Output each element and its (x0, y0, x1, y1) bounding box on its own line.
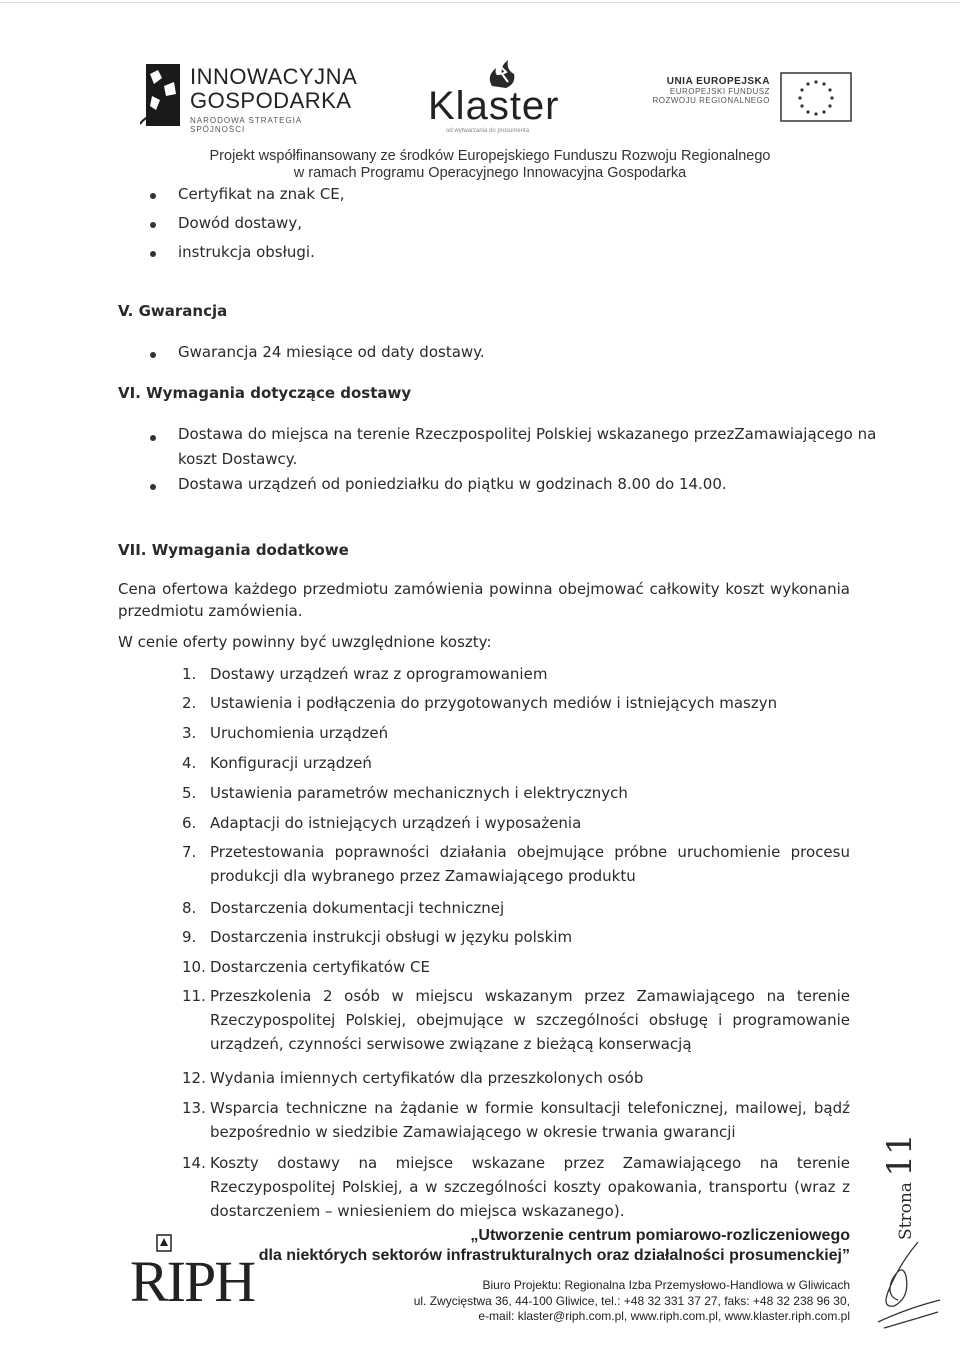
list-item: 9. Dostarczenia instrukcji obsługi w języku polskim (182, 928, 573, 946)
section-vi-number: VI. (118, 384, 141, 402)
section-vii-intro: Cena ofertowa każdego przedmiotu zamówienia powinna obejmować całkowity koszt wykonania przedmiotu zamówienia. (118, 580, 850, 620)
top-bullet-3: instrukcja obsługi. (178, 243, 315, 261)
section-v-bullet: Gwarancja 24 miesiące od daty dostawy. (178, 343, 485, 361)
footer-title-line2: dla niektórych sektorów infrastrukturalnych oraz działalności prosumenckiej” (258, 1247, 850, 1264)
list-item: 14. Koszty dostawy na miejsce wskazane przez Zamawiającego na terenie Rzeczypospolitej Polskiej, a w szczególności koszty opakowania, transportu (wraz z dostarczeniem – wniesieniem do miejsca wskazanego). (182, 1154, 850, 1220)
ig-title-line1: INNOWACYJNA (190, 64, 358, 89)
list-item: 2. Ustawienia i podłączenia do przygotowanych mediów i istniejących maszyn (182, 694, 778, 712)
list-item: 11. Przeszkolenia 2 osób w miejscu wskazanym przez Zamawiającego na terenie Rzeczypospolitej Polskiej, obejmujące w szczególności obsługę i programowanie urządzeń, czynności serwisowe związane z bieżącą konserwacją (182, 987, 850, 1053)
section-vii-heading (118, 541, 349, 559)
project-line1: Projekt współfinansowany ze środków Europejskiego Funduszu Rozwoju Regionalnego (209, 148, 771, 164)
footer-project-title (250, 1226, 850, 1266)
klaster-logo (420, 56, 600, 136)
top-bullet-2: Dowód dostawy, (178, 214, 302, 232)
project-funding-note (140, 148, 840, 182)
page-number: 11 (880, 1133, 920, 1177)
top-rule (0, 2, 960, 3)
section-v-heading: V. Gwarancja (118, 302, 228, 320)
bullet-dot (150, 352, 156, 358)
list-item: 13. Wsparcia techniczne na żądanie w formie konsultacji telefonicznej, mailowej, bądź bezpośrednio w siedzibie Zamawiającego w okresie trwania gwarancji (182, 1099, 850, 1141)
section-vi-bullet-1-line1: Dostawa do miejsca na terenie Rzeczpospolitej Polskiej wskazanego przezZamawiającego na (178, 425, 877, 443)
handwritten-signature (858, 1236, 948, 1336)
footer-address-line2: ul. Zwycięstwa 36, 44-100 Gliwice, tel.: +48 32 331 37 27, faks: +48 32 238 96 30, (413, 1293, 850, 1308)
top-bullet-1: Certyfikat na znak CE, (178, 185, 345, 203)
bullet-dot (150, 193, 156, 199)
klaster-tagline: od wytwarzania do prosumenta (446, 128, 530, 134)
footer-address-line1: Biuro Projektu: Regionalna Izba Przemysłowo-Handlowa w Gliwicach (482, 1278, 850, 1292)
section-vi-title: Wymagania dotyczące dostawy (146, 384, 412, 402)
eu-label (640, 76, 770, 105)
bullet-dot (150, 435, 156, 441)
eu-flag-icon (780, 72, 852, 122)
eu-line2: EUROPEJSKI FUNDUSZ (669, 87, 770, 96)
riph-logo (130, 1234, 255, 1314)
project-line2: w ramach Programu Operacyjnego Innowacyjna Gospodarka (293, 165, 687, 181)
bullet-dot (150, 222, 156, 228)
bullet-dot (150, 251, 156, 257)
list-item: 3. Uruchomienia urządzeń (182, 724, 389, 742)
ig-emblem-icon (140, 60, 182, 130)
ig-title-line2: GOSPODARKA (190, 88, 352, 113)
bullet-dot (150, 484, 156, 490)
section-vi-bullet-1-line2: koszt Dostawcy. (178, 450, 298, 468)
list-item: 7. Przetestowania poprawności działania obejmujące próbne uruchomienie procesu produkcji dla wybranego przez Zamawiającego produktu (182, 843, 850, 885)
list-item: 4. Konfiguracji urządzeń (182, 754, 372, 772)
footer-address (300, 1278, 850, 1325)
eu-line3: ROZWOJU REGIONALNEGO (652, 96, 770, 105)
list-item: 6. Adaptacji do istniejących urządzeń i wyposażenia (182, 814, 582, 832)
section-vii-title: Wymagania dodatkowe (151, 541, 349, 559)
section-vi-heading (118, 384, 411, 402)
list-item: 10. Dostarczenia certyfikatów CE (182, 958, 430, 976)
list-item: 1. Dostawy urządzeń wraz z oprogramowaniem (182, 665, 548, 683)
page-word: Strona (896, 1182, 916, 1240)
list-item: 8. Dostarczenia dokumentacji technicznej (182, 899, 505, 917)
footer-address-line3: e-mail: klaster@riph.com.pl, www.riph.com.pl, www.klaster.riph.com.pl (478, 1309, 850, 1323)
ig-subtitle: NARODOWA STRATEGIA SPÓJNOŚCI (190, 116, 302, 134)
section-vii-number: VII. (118, 541, 147, 559)
eu-line1: UNIA EUROPEJSKA (666, 76, 770, 87)
innowacyjna-gospodarka-logo (140, 60, 358, 136)
section-vii-costs-lead: W cenie oferty powinny być uwzględnione koszty: (118, 633, 492, 651)
footer-title-line1: „Utworzenie centrum pomiarowo-rozliczeniowego (470, 1227, 850, 1244)
list-item: 12. Wydania imiennych certyfikatów dla przeszkolonych osób (182, 1069, 644, 1087)
section-vi-bullet-2: Dostawa urządzeń od poniedziałku do piątku w godzinach 8.00 do 14.00. (178, 475, 727, 493)
page-number-label (880, 1130, 920, 1240)
klaster-wordmark: Klaster (428, 84, 560, 128)
list-item: 5. Ustawienia parametrów mechanicznych i elektrycznych (182, 784, 628, 802)
riph-wordmark: RIPH (130, 1249, 255, 1314)
